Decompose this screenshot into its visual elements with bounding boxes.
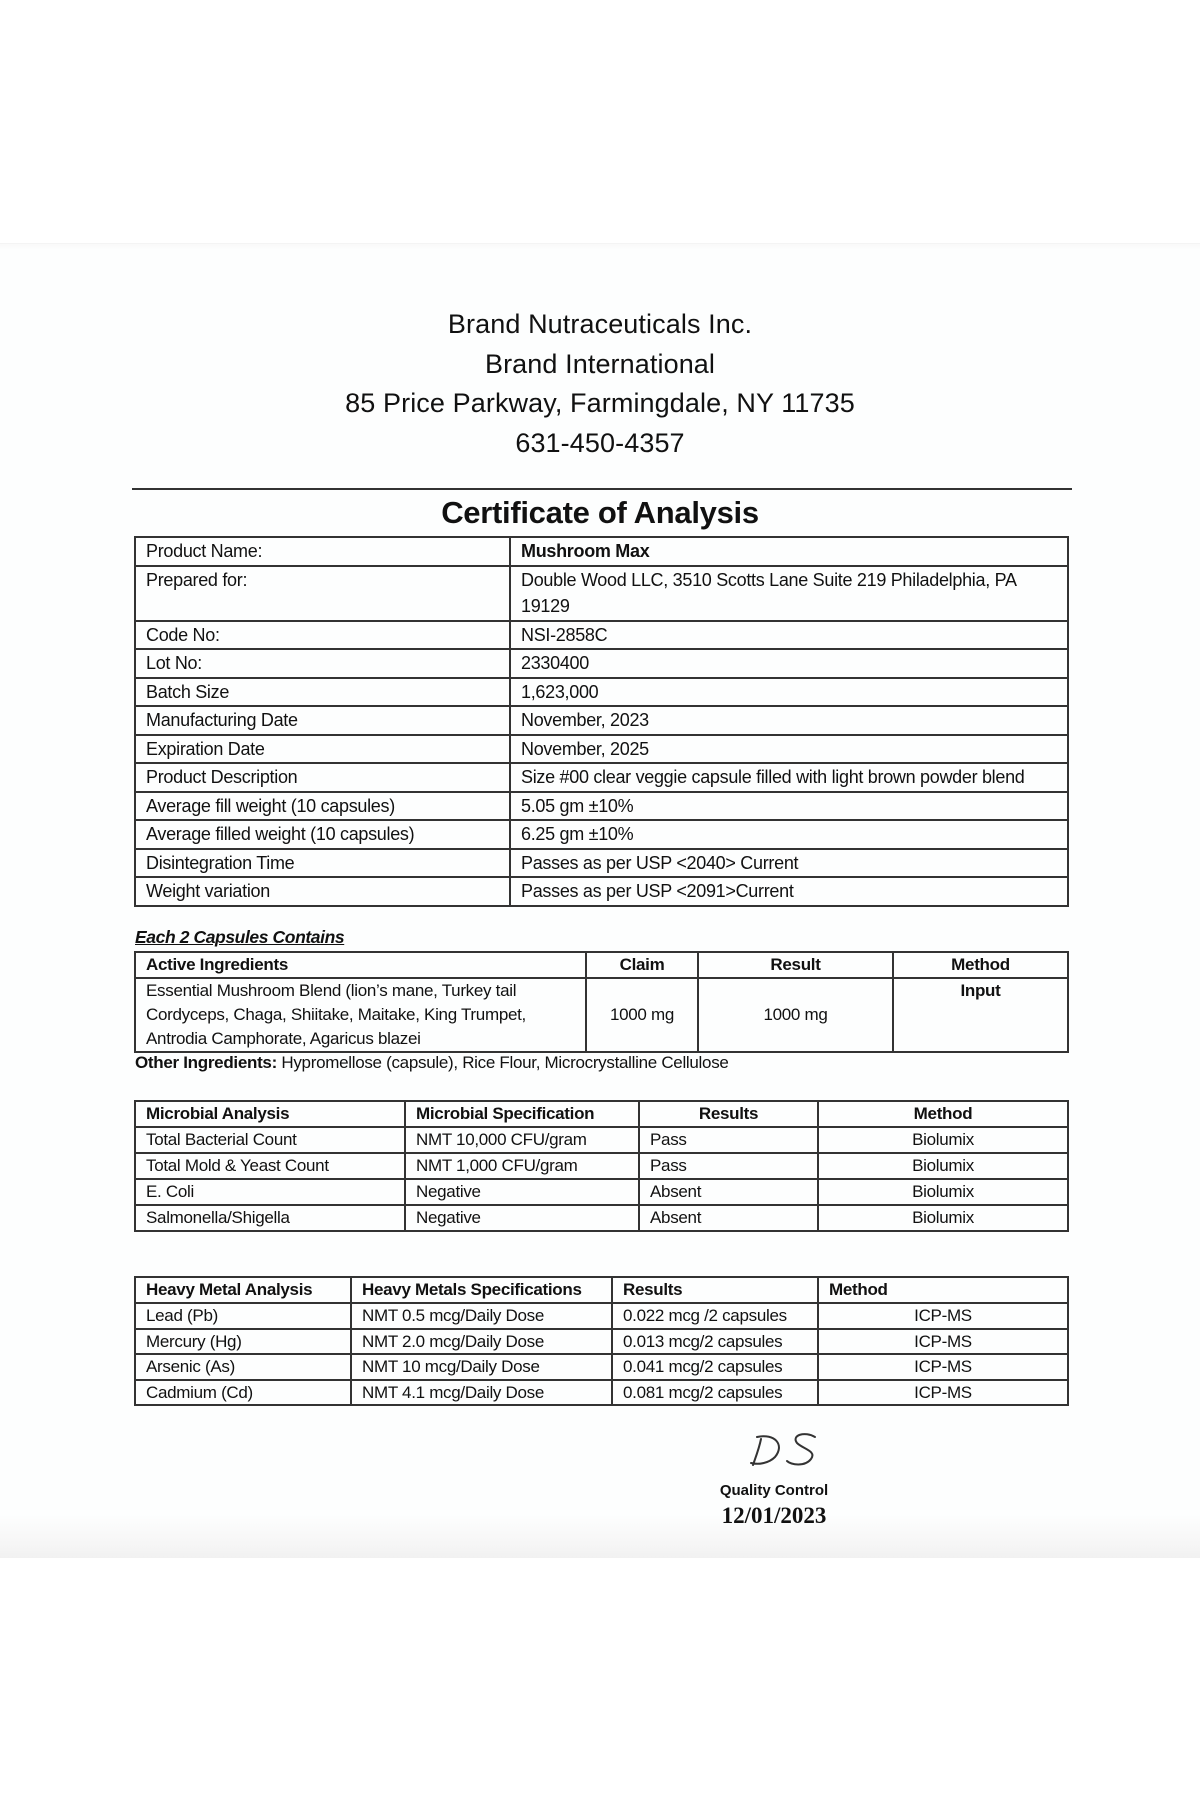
column-header: Results [612, 1277, 818, 1303]
table-row [135, 820, 1068, 849]
field-value: Size #00 clear veggie capsule filled with light brown powder blend [510, 763, 1068, 792]
serving-label: Each 2 Capsules Contains [135, 927, 345, 947]
column-header: Heavy Metal Analysis [135, 1277, 351, 1303]
column-header: Claim [586, 952, 698, 978]
ingredient-cell [135, 978, 586, 1052]
company-address: 85 Price Parkway, Farmingdale, NY 11735 [345, 388, 855, 418]
table-cell: Biolumix [818, 1153, 1068, 1179]
table-row [135, 1354, 1068, 1380]
table-cell: Lead (Pb) [135, 1303, 351, 1329]
ingredient-line: Cordyceps, Chaga, Shiitake, Maitake, King Trumpet, [146, 1005, 526, 1024]
ingredient-line: Essential Mushroom Blend (lion’s mane, Turkey tail [146, 981, 517, 1000]
table-cell: ICP-MS [818, 1354, 1068, 1380]
column-header: Method [818, 1277, 1068, 1303]
table-header-row [135, 1277, 1068, 1303]
table-cell: NMT 10,000 CFU/gram [405, 1127, 639, 1153]
field-label: Manufacturing Date [135, 706, 510, 735]
table-cell: ICP-MS [818, 1303, 1068, 1329]
column-header: Microbial Analysis [135, 1101, 405, 1127]
table-cell: Negative [405, 1205, 639, 1231]
table-cell: NMT 4.1 mcg/Daily Dose [351, 1380, 612, 1406]
field-value: 1,623,000 [510, 678, 1068, 707]
field-value: Passes as per USP <2091>Current [510, 877, 1068, 906]
table-cell: ICP-MS [818, 1380, 1068, 1406]
table-cell: NMT 0.5 mcg/Daily Dose [351, 1303, 612, 1329]
header-divider [132, 488, 1072, 490]
result-cell: 1000 mg [698, 978, 893, 1052]
table-row [135, 649, 1068, 678]
field-value: NSI-2858C [510, 621, 1068, 650]
heavy-metal-analysis-table [134, 1276, 1069, 1406]
table-cell: Absent [639, 1179, 818, 1205]
table-row [135, 1153, 1068, 1179]
table-cell: Arsenic (As) [135, 1354, 351, 1380]
field-label: Expiration Date [135, 735, 510, 764]
column-header: Microbial Specification [405, 1101, 639, 1127]
table-cell: Negative [405, 1179, 639, 1205]
field-label: Lot No: [135, 649, 510, 678]
table-row [135, 566, 1068, 621]
table-cell: 0.041 mcg/2 capsules [612, 1354, 818, 1380]
column-header: Method [893, 952, 1068, 978]
table-cell: Mercury (Hg) [135, 1329, 351, 1355]
column-header: Method [818, 1101, 1068, 1127]
field-label: Code No: [135, 621, 510, 650]
table-cell: 0.013 mcg/2 capsules [612, 1329, 818, 1355]
table-cell: Biolumix [818, 1127, 1068, 1153]
company-name: Brand Nutraceuticals Inc. [447, 309, 753, 339]
document-title: Certificate of Analysis [441, 495, 759, 530]
field-value: Passes as per USP <2040> Current [510, 849, 1068, 878]
other-ingredients [135, 1053, 729, 1073]
field-label: Batch Size [135, 678, 510, 707]
table-row [135, 792, 1068, 821]
table-row [135, 1329, 1068, 1355]
table-cell: Biolumix [818, 1205, 1068, 1231]
company-phone: 631-450-4357 [515, 427, 685, 458]
field-value: November, 2025 [510, 735, 1068, 764]
table-cell: Biolumix [818, 1179, 1068, 1205]
other-ingredients-label: Other Ingredients: [135, 1053, 277, 1072]
table-row [135, 678, 1068, 707]
table-cell: E. Coli [135, 1179, 405, 1205]
field-value: November, 2023 [510, 706, 1068, 735]
microbial-analysis-table [134, 1100, 1069, 1232]
table-row [135, 537, 1068, 566]
table-cell: ICP-MS [818, 1329, 1068, 1355]
table-row [135, 1205, 1068, 1231]
company-header [0, 305, 1200, 463]
field-label: Average filled weight (10 capsules) [135, 820, 510, 849]
table-row [135, 1380, 1068, 1406]
field-value: Double Wood LLC, 3510 Scotts Lane Suite 219 Philadelphia, PA 19129 [510, 566, 1068, 621]
table-header-row [135, 952, 1068, 978]
table-row [135, 1179, 1068, 1205]
table-row [135, 849, 1068, 878]
ingredient-line: Antrodia Camphorate, Agaricus blazei [146, 1029, 421, 1048]
table-cell: NMT 1,000 CFU/gram [405, 1153, 639, 1179]
claim-cell: 1000 mg [586, 978, 698, 1052]
table-cell: NMT 2.0 mcg/Daily Dose [351, 1329, 612, 1355]
table-row [135, 621, 1068, 650]
table-row [135, 706, 1068, 735]
table-cell: NMT 10 mcg/Daily Dose [351, 1354, 612, 1380]
table-cell: Salmonella/Shigella [135, 1205, 405, 1231]
table-cell: Cadmium (Cd) [135, 1380, 351, 1406]
field-value: 6.25 gm ±10% [510, 820, 1068, 849]
table-cell: 0.081 mcg/2 capsules [612, 1380, 818, 1406]
column-header: Active Ingredients [135, 952, 586, 978]
table-row [135, 735, 1068, 764]
other-ingredients-value: Hypromellose (capsule), Rice Flour, Microcrystalline Cellulose [276, 1053, 729, 1072]
table-cell: Pass [639, 1153, 818, 1179]
field-label: Product Description [135, 763, 510, 792]
signoff-role: Quality Control [719, 1482, 829, 1499]
quality-control-signoff [700, 1480, 840, 1530]
signature [745, 1425, 835, 1475]
field-label: Product Name: [135, 537, 510, 566]
table-cell: Total Bacterial Count [135, 1127, 405, 1153]
method-cell: Input [893, 978, 1068, 1052]
column-header: Results [639, 1101, 818, 1127]
table-row [135, 1127, 1068, 1153]
column-header: Heavy Metals Specifications [351, 1277, 612, 1303]
field-value: 5.05 gm ±10% [510, 792, 1068, 821]
field-value: 2330400 [510, 649, 1068, 678]
table-row [135, 978, 1068, 1052]
table-cell: Total Mold & Yeast Count [135, 1153, 405, 1179]
field-label: Disintegration Time [135, 849, 510, 878]
field-label: Prepared for: [135, 566, 510, 621]
table-header-row [135, 1101, 1068, 1127]
table-row [135, 877, 1068, 906]
field-label: Average fill weight (10 capsules) [135, 792, 510, 821]
company-division: Brand International [484, 348, 716, 379]
product-info-table [134, 536, 1069, 907]
table-cell: 0.022 mcg /2 capsules [612, 1303, 818, 1329]
active-ingredients-table [134, 951, 1069, 1053]
table-row [135, 763, 1068, 792]
column-header: Result [698, 952, 893, 978]
table-cell: Pass [639, 1127, 818, 1153]
field-label: Weight variation [135, 877, 510, 906]
field-value: Mushroom Max [510, 537, 1068, 566]
signoff-date: 12/01/2023 [721, 1503, 827, 1528]
table-cell: Absent [639, 1205, 818, 1231]
table-row [135, 1303, 1068, 1329]
